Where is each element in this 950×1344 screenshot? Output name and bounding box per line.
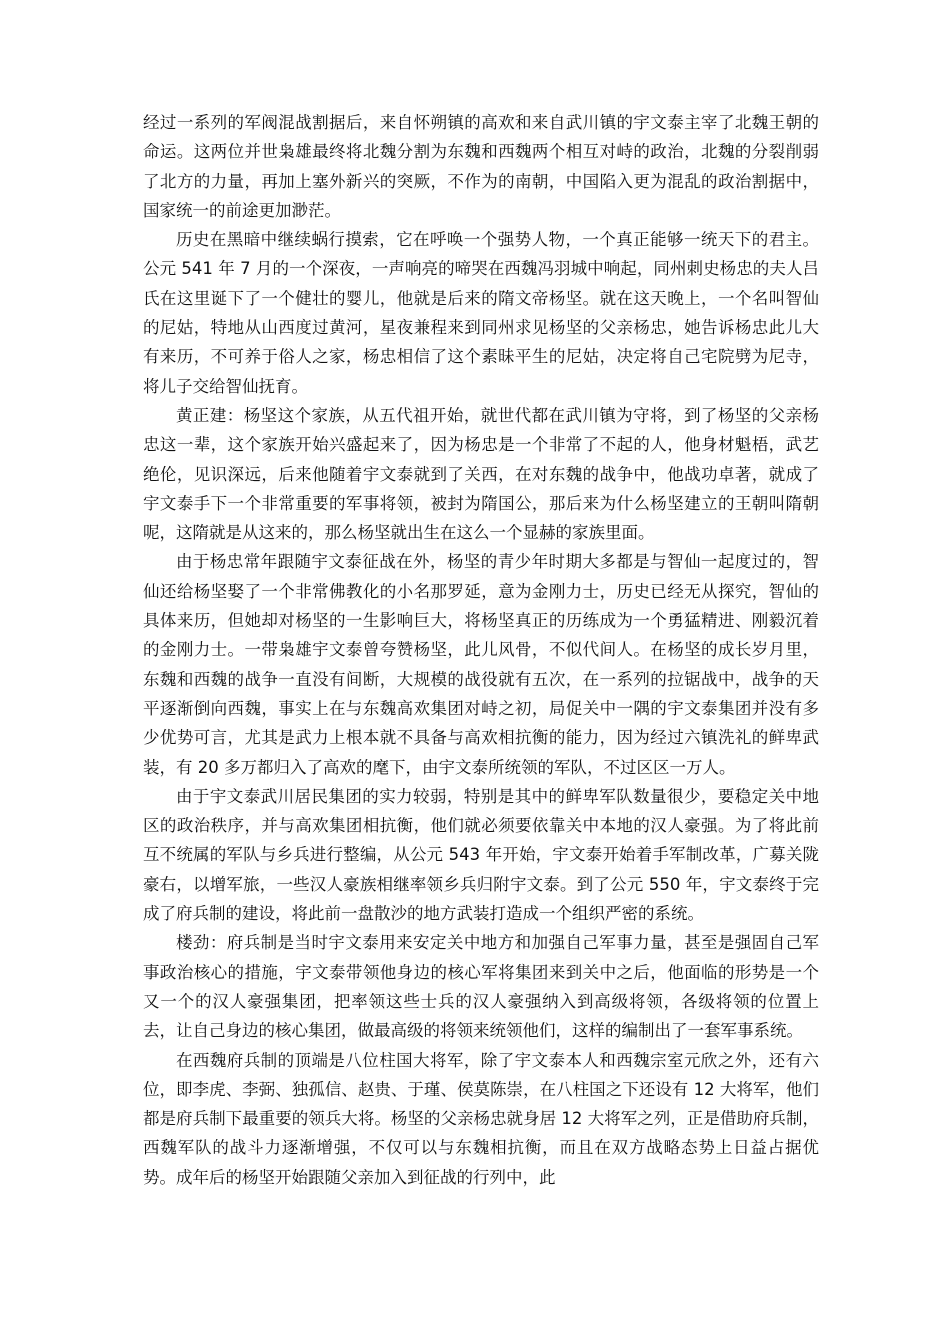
paragraph-7: 在西魏府兵制的顶端是八位柱国大将军，除了宇文泰本人和西魏宗室元欣之外，还有六位，即李虎、李弼、独孤信、赵贵、于瑾、侯莫陈崇，在八柱国之下还设有 12 大将军，他们都是府兵制下最重要的领兵大将。杨坚的父亲杨忠就身居 12 大将军之列，正是借助府兵制，西魏军队的战斗力逐渐增强，不仅可以与东魏相抗衡，而且在双方战略态势上日益占据优势。成年后的杨坚开始跟随父亲加入到征战的行列中，此 — [143, 1050, 819, 1187]
paragraph-1: 经过一系列的军阀混战割据后，来自怀朔镇的高欢和来自武川镇的宇文泰主宰了北魏王朝的命运。这两位并世枭雄最终将北魏分割为东魏和西魏两个相互对峙的政治，北魏的分裂削弱了北方的力量，再加上塞外新兴的突厥，不作为的南朝，中国陷入更为混乱的政治割据中，国家统一的前途更加渺茫。 — [143, 113, 819, 220]
document-body — [143, 108, 819, 1192]
paragraph-4: 由于杨忠常年跟随宇文泰征战在外，杨坚的青少年时期大多都是与智仙一起度过的，智仙还给杨坚娶了一个非常佛教化的小名那罗延，意为金刚力士，历史已经无从探究，智仙的具体来历，但她却对杨坚的一生影响巨大，将杨坚真正的历练成为一个勇猛精进、刚毅沉着的金刚力士。一带枭雄宇文泰曾夸赞杨坚，此儿风骨，不似代间人。在杨坚的成长岁月里，东魏和西魏的战争一直没有间断，大规模的战役就有五次，在一系列的拉锯战中，战争的天平逐渐倒向西魏，事实上在与东魏高欢集团对峙之初，局促关中一隅的宇文泰集团并没有多少优势可言，尤其是武力上根本就不具备与高欢相抗衡的能力，因为经过六镇洗礼的鲜卑武装，有 20 多万都归入了高欢的麾下，由宇文泰所统领的军队，不过区区一万人。 — [143, 552, 819, 777]
paragraph-6: 楼劲：府兵制是当时宇文泰用来安定关中地方和加强自己军事力量，甚至是强固自己军事政治核心的措施，宇文泰带领他身边的核心军将集团来到关中之后，他面临的形势是一个又一个的汉人豪强集团，把率领这些士兵的汉人豪强纳入到高级将领，各级将领的位置上去，让自己身边的核心集团，做最高级的将领来统领他们，这样的编制出了一套军事系统。 — [143, 933, 819, 1041]
paragraph-3: 黄正建：杨坚这个家族，从五代祖开始，就世代都在武川镇为守将，到了杨坚的父亲杨忠这一辈，这个家族开始兴盛起来了，因为杨忠是一个非常了不起的人，他身材魁梧，武艺绝伦，见识深远，后来他随着宇文泰就到了关西，在对东魏的战争中，他战功卓著，就成了宇文泰手下一个非常重要的军事将领，被封为隋国公，那后来为什么杨坚建立的王朝叫隋朝呢，这隋就是从这来的，那么杨坚就出生在这么一个显赫的家族里面。 — [143, 405, 819, 543]
paragraph-2: 历史在黑暗中继续蜗行摸索，它在呼唤一个强势人物，一个真正能够一统天下的君主。公元 541 年 7 月的一个深夜，一声响亮的啼哭在西魏冯羽城中响起，同州刺史杨忠的夫人吕氏在这里诞下了一个健壮的婴儿，他就是后来的隋文帝杨坚。就在这天晚上，一个名叫智仙的尼姑，特地从山西度过黄河，星夜兼程来到同州求见杨坚的父亲杨忠，她告诉杨忠此儿大有来历，不可养于俗人之家，杨忠相信了这个素昧平生的尼姑，决定将自己宅院劈为尼寺，将儿子交给智仙抚育。 — [143, 230, 819, 396]
paragraph-5: 由于宇文泰武川居民集团的实力较弱，特别是其中的鲜卑军队数量很少，要稳定关中地区的政治秩序，并与高欢集团相抗衡，他们就必须要依靠关中本地的汉人豪强。为了将此前互不统属的军队与乡兵进行整编，从公元 543 年开始，宇文泰开始着手军制改革，广募关陇豪右，以增军旅，一些汉人豪族相继率领乡兵归附宇文泰。到了公元 550 年，宇文泰终于完成了府兵制的建设，将此前一盘散沙的地方武装打造成一个组织严密的系统。 — [143, 786, 819, 924]
